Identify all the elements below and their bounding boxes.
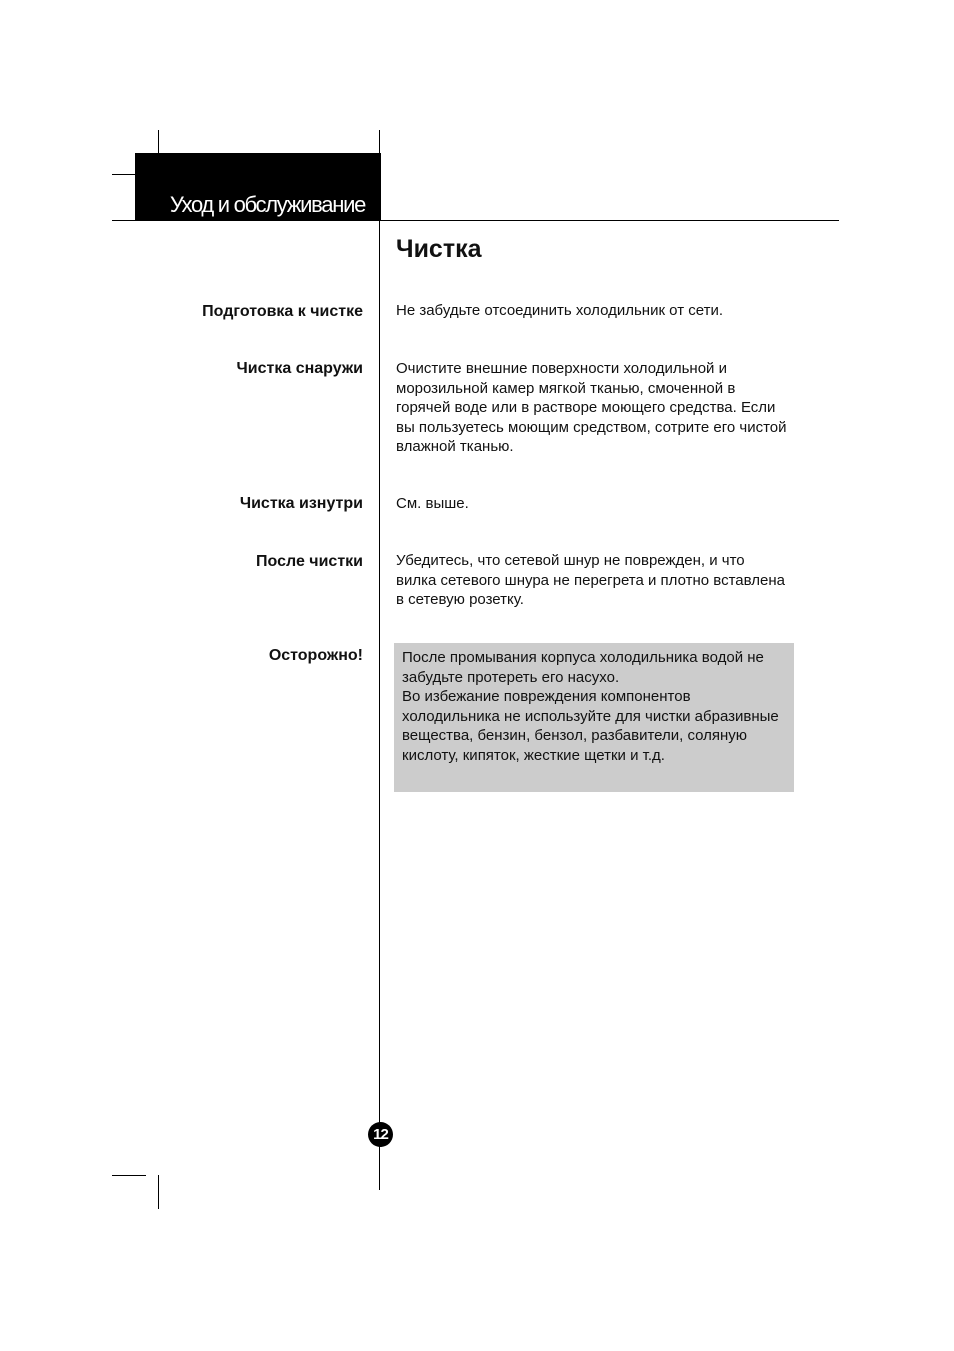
label-outside-cleaning: Чистка снаружи <box>236 360 363 377</box>
crop-mark-top-vertical <box>158 130 159 154</box>
label-inside-cleaning: Чистка изнутри <box>239 495 363 512</box>
section-header-text: Уход и обслуживание <box>169 192 365 217</box>
caution-text-2: Во избежание повреждения компонентов холодильника не используйте для чистки абразивные вещества, бензин, бензол, разбавители, соляную кислоту, кипяток, жесткие щетки и т.д. <box>402 688 779 764</box>
page-number: 12 <box>368 1122 393 1147</box>
text-inside-cleaning: См. выше. <box>396 495 469 512</box>
page-title: Чистка <box>396 235 482 263</box>
label-after-cleaning: После чистки <box>256 553 363 570</box>
crop-mark-bottom-horizontal <box>112 1175 146 1176</box>
crop-mark-bottom-vertical <box>158 1175 159 1209</box>
label-caution: Осторожно! <box>268 647 363 664</box>
caution-text-1: После промывания корпуса холодильника водой не забудьте протереть его насухо. <box>402 649 764 686</box>
section-header <box>135 153 381 220</box>
text-preparation: Не забудьте отсоединить холодильник от сети. <box>396 302 723 319</box>
crop-mark-top-horizontal <box>112 174 136 175</box>
column-divider <box>379 130 380 1190</box>
text-after-cleaning: Убедитесь, что сетевой шнур не поврежден, и что вилка сетевого шнура не перегрета и плотно вставлена в сетевую розетку. <box>396 552 785 608</box>
caution-box <box>394 643 794 792</box>
label-preparation: Подготовка к чистке <box>202 303 363 320</box>
header-divider <box>112 220 839 221</box>
text-outside-cleaning: Очистите внешние поверхности холодильной и морозильной камер мягкой тканью, смоченной в горячей воде или в растворе моющего средства. Если вы пользуетесь моющим средством, сотрите его чистой влажной тканью. <box>396 360 787 455</box>
